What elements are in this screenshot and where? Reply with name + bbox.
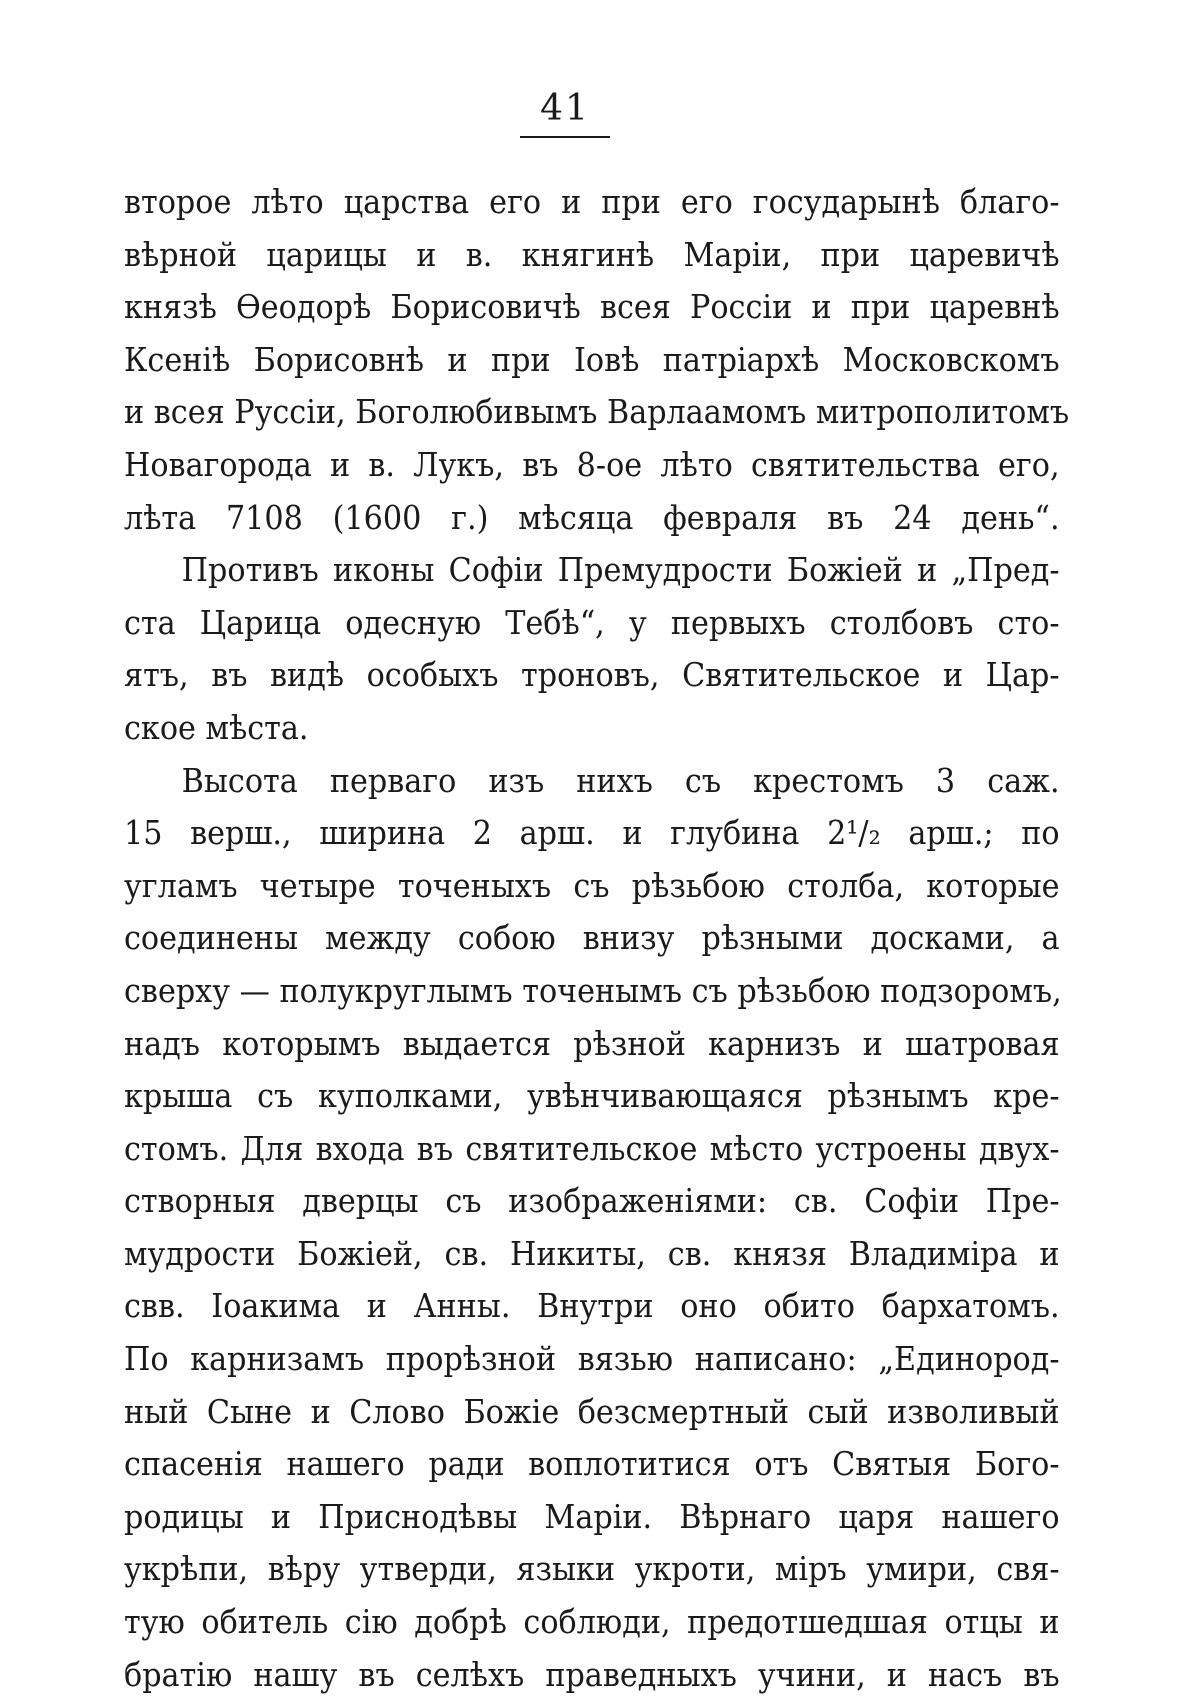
text-line: ста Царица одесную Тебѣ“, у первыхъ столбовъ сто- [124,603,1060,642]
text-line: лѣта 7108 (1600 г.) мѣсяца февраля въ 24 день“. [124,498,1060,537]
text-line: сверху — полукруглымъ точенымъ съ рѣзьбою подзоромъ, [124,971,1062,1010]
text-line: Ксеніѣ Борисовнѣ и при Іовѣ патріархѣ Московскомъ [124,340,1060,379]
text-line: мудрости Божіей, св. Никиты, св. князя Владиміра и [124,1234,1060,1273]
page-number: 41 [520,86,610,138]
text-line: По карнизамъ прорѣзной вязью написано: „Единород- [124,1340,1060,1379]
text-body [124,176,1070,1701]
text-line: братію нашу въ селѣхъ праведныхъ учини, и насъ въ [124,1655,1060,1694]
text-line: створныя дверцы съ изображеніями: св. Софіи Пре- [124,1182,1060,1221]
text-line: тую обитель сію добрѣ соблюди, предотшедшая отцы и [124,1603,1060,1642]
text-line: крыша съ куполками, увѣнчивающаяся рѣзнымъ кре- [124,1077,1060,1116]
text-line: второе лѣто царства его и при его государынѣ благо- [124,183,1060,221]
text-line: ный Сыне и Слово Божіе безсмертный сый изволивый [124,1392,1060,1431]
text-line: ское мѣста. [124,708,309,747]
text-line: соединены между собою внизу рѣзными досками, а [124,919,1060,958]
text-line: надъ которымъ выдается рѣзной карнизъ и шатровая [124,1024,1060,1063]
paragraph [124,755,1060,1701]
text-line: свв. Іоакима и Анны. Внутри оно обито бархатомъ. [124,1287,1060,1326]
text-line: князѣ Ѳеодорѣ Борисовичѣ всея Россіи и при царевнѣ [124,288,1060,327]
text-line: укрѣпи, вѣру утверди, языки укроти, міръ умири, свя- [124,1550,1060,1589]
text-line: 15 верш., ширина 2 арш. и глубина 2¹/₂ арш.; по [124,814,1060,853]
text-line: родицы и Приснодѣвы Маріи. Вѣрнаго царя нашего [124,1497,1060,1536]
text-line: Новагорода и в. Лукъ, въ 8-ое лѣто святительства его, [124,445,1060,484]
text-line: Высота перваго изъ нихъ съ крестомъ 3 саж. [181,761,1060,800]
text-line: ятъ, въ видѣ особыхъ троновъ, Святительское и Цар- [124,656,1060,695]
text-line: вѣрной царицы и в. княгинѣ Маріи, при царевичѣ [124,235,1060,274]
text-line: Противъ иконы Софіи Премудрости Божіей и „Пред- [181,551,1060,590]
text-line: и всея Руссіи, Боголюбивымъ Варлаамомъ митрополитомъ [124,393,1070,432]
paragraph [124,176,1070,544]
text-line: угламъ четыре точеныхъ съ рѣзьбою столба, которые [124,866,1060,905]
text-line: стомъ. Для входа въ святительское мѣсто устроены двух- [124,1129,1060,1168]
text-line: спасенія нашего ради воплотитися отъ Святыя Бого- [124,1445,1060,1484]
paragraph [124,544,1060,754]
